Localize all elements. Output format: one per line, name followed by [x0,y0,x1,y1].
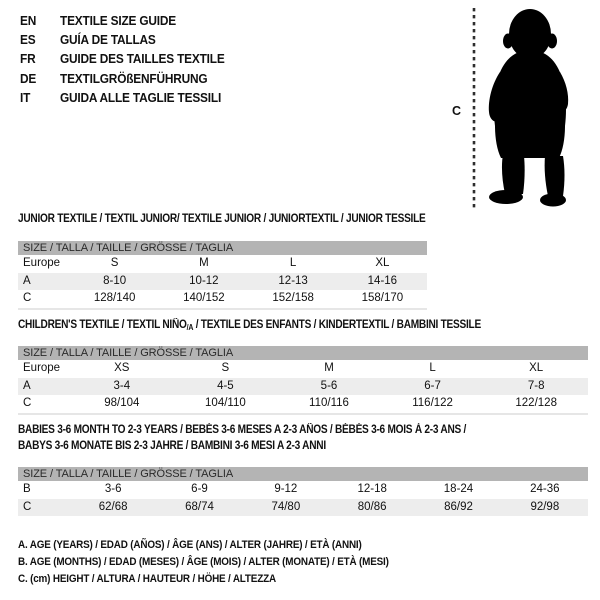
section-title-junior: JUNIOR TEXTILE / TEXTIL JUNIOR/ TEXTILE JUNIOR / JUNIORTEXTIL / JUNIOR TESSILE [18,213,426,225]
title-subscript: /A [186,323,194,332]
value-cell: 140/152 [183,292,225,304]
footnote: C. (cm) HEIGHT / ALTURA / HAUTEUR / HÖHE / ALTEZZA [18,573,276,585]
footnote: B. AGE (MONTHS) / EDAD (MESES) / ÂGE (MOIS) / ALTER (MONATE) / ETÀ (MESI) [18,556,389,568]
value-cell: 86/92 [444,500,473,513]
value-cell: 104/110 [205,397,246,409]
value-cell: 12-13 [278,274,308,287]
row-label-cell: B [23,483,31,495]
row-label-cell: Europe [23,362,61,374]
value-cell: 3-4 [113,379,131,392]
section-title-children [18,317,481,336]
row-label-cell: C [23,292,32,304]
size-table-junior [18,241,427,310]
row-label-cell: A [23,379,31,392]
size-header-bar: SIZE / TALLA / TAILLE / GRÖSSE / TAGLIA [18,346,588,360]
table-row [18,273,427,291]
size-table-babies [18,467,588,516]
height-marker-label: C [452,104,462,118]
value-cell: 6-9 [191,483,208,495]
value-cell: L [429,362,436,374]
footnote: A. AGE (YEARS) / EDAD (AÑOS) / ÂGE (ANS) / ALTER (JAHRE) / ETÀ (ANNI) [18,539,362,551]
value-cell: 18-24 [443,483,474,495]
value-cell: 98/104 [104,397,140,409]
table-row [18,499,588,517]
size-table-children [18,346,588,415]
value-cell: 4-5 [217,379,234,392]
language-header [20,11,233,107]
table-row [18,290,427,308]
value-cell: 5-6 [320,379,338,392]
language-code: FR [20,52,36,67]
language-row [20,30,233,49]
value-cell: S [221,362,230,374]
value-cell: 14-16 [367,274,398,287]
value-cell: M [199,257,209,269]
footnotes [18,537,430,588]
language-code: ES [20,32,36,47]
language-label: GUÍA DE TALLAS [60,32,156,47]
table-row [18,360,588,378]
section-title-babies-line1: BABIES 3-6 MONTH TO 2-3 YEARS / BEBÉS 3-6 MESES A 2-3 AÑOS / BÉBÉS 3-6 MOIS À 2-3 ANS / [18,424,467,436]
title-text: / TEXTILE DES ENFANTS / KINDERTEXTIL / BAMBINI TESSILE [193,319,481,331]
value-cell: 12-18 [357,483,387,495]
language-code: IT [20,90,31,105]
value-cell: XL [375,257,390,269]
row-label-cell: C [23,397,32,409]
table-row [18,255,427,273]
value-cell: 62/68 [98,500,128,513]
language-label: TEXTILGRÖßENFÜHRUNG [60,71,208,86]
title-text: CHILDREN'S TEXTILE / TEXTIL NIÑO [18,319,187,331]
table-row [18,378,588,396]
value-cell: 116/122 [412,397,453,409]
value-cell: 10-12 [189,274,219,287]
value-cell: S [110,257,119,269]
value-cell: 122/128 [515,397,557,409]
value-cell: 7-8 [527,379,545,392]
language-label: TEXTILE SIZE GUIDE [60,13,177,28]
value-cell: 74/80 [271,500,301,513]
value-cell: 92/98 [530,500,560,513]
value-cell: 128/140 [93,292,136,304]
value-cell: 3-6 [104,483,122,495]
height-dashed-line [471,8,477,208]
language-label: GUIDE DES TAILLES TEXTILE [60,52,225,67]
value-cell: 158/170 [361,292,404,304]
language-row [20,69,233,88]
language-code: DE [20,71,37,86]
baby-silhouette [487,4,584,210]
size-header-bar: SIZE / TALLA / TAILLE / GRÖSSE / TAGLIA [18,467,588,481]
value-cell: 24-36 [530,483,560,495]
language-code: EN [20,13,37,28]
row-label-cell: Europe [23,257,61,269]
value-cell: 110/116 [309,397,349,409]
table-row [18,481,588,499]
value-cell: 68/74 [185,500,214,513]
size-header-bar: SIZE / TALLA / TAILLE / GRÖSSE / TAGLIA [18,241,427,255]
value-cell: 80/86 [357,500,387,513]
value-cell: L [289,257,297,269]
value-cell: 8-10 [103,274,127,287]
row-label-cell: C [23,500,32,513]
value-cell: XL [529,362,544,374]
language-row [20,88,233,107]
value-cell: M [324,362,334,374]
value-cell: 152/158 [272,292,314,304]
language-label: GUIDA ALLE TAGLIE TESSILI [60,90,222,105]
row-label-cell: A [23,274,31,287]
value-cell: XS [114,362,130,374]
value-cell: 9-12 [274,483,298,495]
table-row [18,395,588,413]
language-row [20,11,233,30]
language-row [20,50,233,69]
section-title-babies-line2: BABYS 3-6 MONATE BIS 2-3 JAHRE / BAMBINI 3-6 MESI A 2-3 ANNI [18,440,326,452]
value-cell: 6-7 [424,379,441,392]
